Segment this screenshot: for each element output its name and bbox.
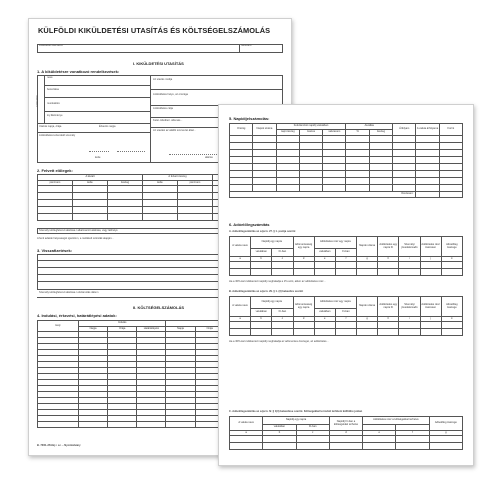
- salary-label: iny.illetménye: [47, 114, 63, 117]
- section6a-title: A. Adóelőlegszámítás az szja tv. 27. § 1. pontja szerint: [229, 230, 296, 233]
- section4-title: 4. Indulási, érkezési, határátlépési adatok:: [37, 313, 117, 318]
- per-diem-subheader: valutanem: [323, 130, 346, 136]
- col-letter: h: [378, 257, 399, 262]
- days-count-header: Napok száma: [357, 237, 378, 257]
- col-letter: f: [396, 431, 429, 436]
- tax-advance-header: Adóelőleg összege: [429, 417, 462, 431]
- col-letter: d: [329, 431, 362, 436]
- section6b-title: B. Adóelőlegszámítás az szja tv. 29. § 1. (3) bekezdés szerint: [229, 290, 304, 293]
- travel-mode-label: Az utazás módja: [153, 78, 173, 81]
- hour-header: Órája: [195, 327, 224, 332]
- taxable-day-header: Adóköteles rész egy napra: [314, 297, 356, 309]
- rate-header: Árfolyam: [393, 124, 416, 136]
- col-letter: f: [335, 257, 356, 262]
- part2-title: II. KÖLTSÉGELSZÁMOLÁS: [133, 305, 185, 310]
- taxable-huf-header: Adóköteles egy napra Ft: [378, 297, 399, 317]
- advances-header-a: A kiutalt: [38, 175, 143, 181]
- taxable-total-header: Adóköteles rész összesen: [420, 237, 441, 257]
- position-label: beosztása: [47, 88, 59, 91]
- tax-advance-a-table: [229, 236, 463, 276]
- organization-label: A kiküldött szervezet: [39, 44, 63, 47]
- advances-note: A fenti adatok helyességét igazolom, a mellékelt számlák alapján...: [37, 237, 114, 240]
- section1-title: 1. A kiküldetésre vonatkozó rendelkezések:: [37, 69, 120, 74]
- tax-advance-b-table: [229, 296, 463, 336]
- advances-header-b: A felvett összeg: [143, 175, 213, 181]
- a-subheader: valutában: [251, 249, 272, 257]
- col-letter: i: [399, 317, 420, 322]
- repayment-signature-label: Személyi előlegfelvevő aláírása / elszámolás dátum: [39, 291, 99, 294]
- b-subheader: valutában: [251, 309, 272, 317]
- tax-advance-c-table: [229, 416, 463, 450]
- section6-title: 6. Adóelőlegszámítás: [229, 222, 270, 227]
- advances-subheader: összeg: [108, 181, 143, 186]
- col-letter: i: [399, 257, 420, 262]
- departure-header: Indulás: [79, 321, 166, 327]
- section1-side-label: A kiküldött: [36, 95, 39, 107]
- per-diem-currency-header: Felszámított napidíj valutában: [276, 124, 346, 130]
- b-subheader: valutában: [314, 309, 335, 317]
- b-subheader: Ft-ban: [335, 309, 356, 317]
- section6c-title: C. Adóelőlegszámítás az szja tv. 6/. § 1(3) bekezdése szerint. Költségekkel lerrodott lerhiteni külföldre jutóan: [229, 410, 363, 413]
- country-header: Ország: [230, 124, 253, 136]
- per-diem-subheader: összes: [299, 130, 322, 136]
- a-subheader: valutában: [314, 249, 335, 257]
- col-letter: b: [263, 431, 296, 436]
- c-subheader: Ft-ban: [296, 425, 329, 431]
- col-letter: b: [251, 257, 272, 262]
- per-diem-day-header: Napidíj egy napra: [263, 417, 330, 425]
- day-header: Napja: [79, 327, 108, 332]
- col-letter: d: [293, 317, 314, 322]
- section5-title: 5. Napidíjelszámolás:: [229, 116, 270, 121]
- per-diem-total-label: Összesen:: [230, 192, 416, 198]
- col-letter: k: [441, 257, 462, 262]
- days-count-header: Napok száma: [357, 297, 378, 317]
- tax-advance-header: Adóelőleg összege: [441, 237, 462, 257]
- advances-subheader: pénznem: [38, 181, 73, 186]
- date-label: kelte: [95, 156, 101, 159]
- col-letter: g: [357, 317, 378, 322]
- approver-label: A kiküldetést elrendelő személy: [39, 134, 76, 137]
- destination-label: A kiküldetés helye, az országa: [153, 93, 188, 96]
- exempt-header: Adómentesség egy napra: [293, 297, 314, 317]
- travel-date-label: Utazás napja, órája: [39, 125, 62, 128]
- serial-number-label: Sorszám:: [241, 44, 252, 47]
- advances-subheader: kelte: [143, 181, 178, 186]
- col-letter: j: [420, 317, 441, 322]
- employee-name-label: neve: [47, 76, 53, 79]
- per-diem-table: [229, 123, 463, 198]
- purpose-label: A kiküldetés célja: [153, 107, 173, 110]
- form-title: KÜLFÖLDI KIKÜLDETÉSI UTASÍTÁS ÉS KÖLTSÉGELSZÁMOLÁS: [38, 26, 271, 35]
- day-header: Napja: [166, 327, 195, 332]
- col-letter: a: [230, 317, 251, 322]
- col-letter: h: [378, 317, 399, 322]
- col-letter: e: [363, 431, 396, 436]
- per-diem-day-header: Napidíj egy napra: [251, 237, 293, 249]
- col-letter: g: [357, 257, 378, 262]
- exchange-rate-header: A valuta árfolyama: [416, 124, 439, 136]
- a-subheader: Ft-ban: [335, 249, 356, 257]
- col-letter: c: [272, 257, 293, 262]
- per-diem-day-header: Napidíj egy napra: [251, 297, 293, 309]
- part1-title: I. KIKÜLDETÉSI UTASÍTÁS: [133, 61, 184, 66]
- currency-header: A valuta neve: [230, 297, 251, 317]
- exempt-header: Adómentesség egy napra: [293, 237, 314, 257]
- col-letter: a: [230, 431, 263, 436]
- c-subheader: valutában: [263, 425, 296, 431]
- border-header: Határátlépési: [137, 327, 166, 332]
- per-diem-subheader: napi összeg: [276, 130, 299, 136]
- taxable-total-header: Adóköteles rész összesen: [420, 297, 441, 317]
- arrival-date-label: Érkezés napja: [99, 125, 116, 128]
- a-subheader: Ft-ban: [272, 249, 293, 257]
- advances-subheader: pénznem: [178, 181, 213, 186]
- hour-header: Órája: [108, 327, 137, 332]
- section2-title: 2. Felvett előlegek:: [37, 168, 73, 173]
- station-label: Kelet.-Mediterr. állomás...: [153, 119, 183, 122]
- currency-header: A valuta neve: [230, 417, 263, 431]
- back-form-sheet: [218, 104, 474, 466]
- signature-label: aláírás: [205, 156, 213, 159]
- forint-header: Forint: [439, 124, 462, 136]
- col-letter: c: [296, 431, 329, 436]
- col-letter: j: [420, 257, 441, 262]
- advance-signature-label: Személyi előlegfelvevő aláírása / alkalmazott aláírása, vagy lakhelye: [39, 229, 118, 232]
- conversion-header: Átváltás: [346, 124, 393, 130]
- job-label: munkaköre: [47, 102, 60, 105]
- section3-title: 3. Visszafizetések:: [37, 248, 73, 253]
- tax-advance-header: Adóelőleg összege: [441, 297, 462, 317]
- col-letter: e: [314, 257, 335, 262]
- taxable-huf-header: Adóköteles egy napra Ft: [378, 237, 399, 257]
- form-footer: B. 7300–261/új r. sz. – Nyomtatvány: [37, 444, 81, 447]
- days-header: Napok száma: [253, 124, 276, 136]
- place-header: Hely: [38, 321, 79, 332]
- section6b-note: Ha a 30%-kal csökkentett napidíj meghaladja az adómentes összeget, az adóköteles...: [229, 340, 329, 343]
- col-letter: k: [441, 317, 462, 322]
- currency-header: A valuta neve: [230, 237, 251, 257]
- col-letter: a: [230, 257, 251, 262]
- col-letter: d: [293, 257, 314, 262]
- col-letter: b: [251, 317, 272, 322]
- income-tax-header: Személyi jövedelemadó: [399, 297, 420, 317]
- section6a-note: Ha a 30%-kal csökkentett napidíj meghaladja a 15 eurót, akkor az adóköteles rész...: [229, 280, 326, 283]
- advances-subheader: kelte: [73, 181, 108, 186]
- col-letter: g: [429, 431, 462, 436]
- col-letter: f: [335, 317, 356, 322]
- income-tax-header: Személyi jövedelemadó: [399, 237, 420, 257]
- per-diem-cost-header: Napidíj Ft-ban a költségekkel terhelve: [329, 417, 362, 431]
- per-diem-subheader: %: [346, 130, 369, 136]
- col-letter: c: [272, 317, 293, 322]
- transfer-label: Az utazást az alábbi szervezet által...: [153, 129, 196, 132]
- per-diem-subheader: összeg: [369, 130, 392, 136]
- b-subheader: Ft-ban: [272, 309, 293, 317]
- taxable-day-header: Adóköteles rész egy napra: [314, 237, 356, 249]
- taxable-cost-header: Adóköteles rész a költségekkel terhelve: [363, 417, 430, 425]
- col-letter: e: [314, 317, 335, 322]
